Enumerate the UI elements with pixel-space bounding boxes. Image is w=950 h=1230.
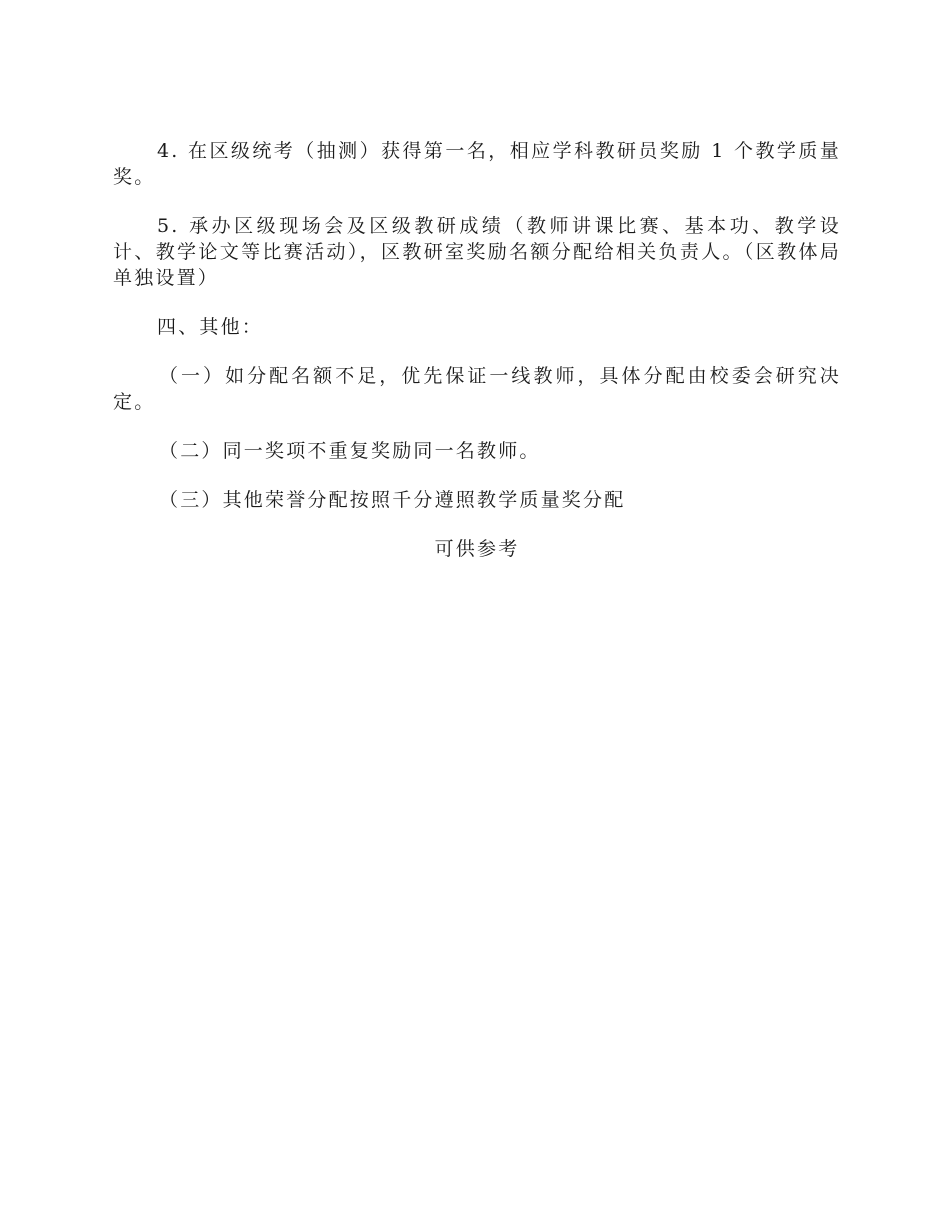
paragraph-sub-2: （二）同一奖项不重复奖励同一名教师。 xyxy=(159,440,541,462)
document-body xyxy=(113,138,841,562)
section-heading-other: 四、其他： xyxy=(157,316,264,338)
footer-note: 可供参考 xyxy=(434,538,520,560)
paragraph-item-5: 5. 承办区级现场会及区级教研成绩（教师讲课比赛、基本功、教学设计、教学论文等比赛活动），区教研室奖励名额分配给相关负责人。（区教体局单独设置） xyxy=(113,215,841,289)
paragraph-item-4: 4. 在区级统考（抽测）获得第一名，相应学科教研员奖励 1 个教学质量奖。 xyxy=(113,140,841,188)
paragraph-sub-1: （一）如分配名额不足，优先保证一线教师，具体分配由校委会研究决定。 xyxy=(113,365,841,413)
paragraph-sub-3: （三）其他荣誉分配按照千分遵照教学质量奖分配 xyxy=(159,489,626,511)
